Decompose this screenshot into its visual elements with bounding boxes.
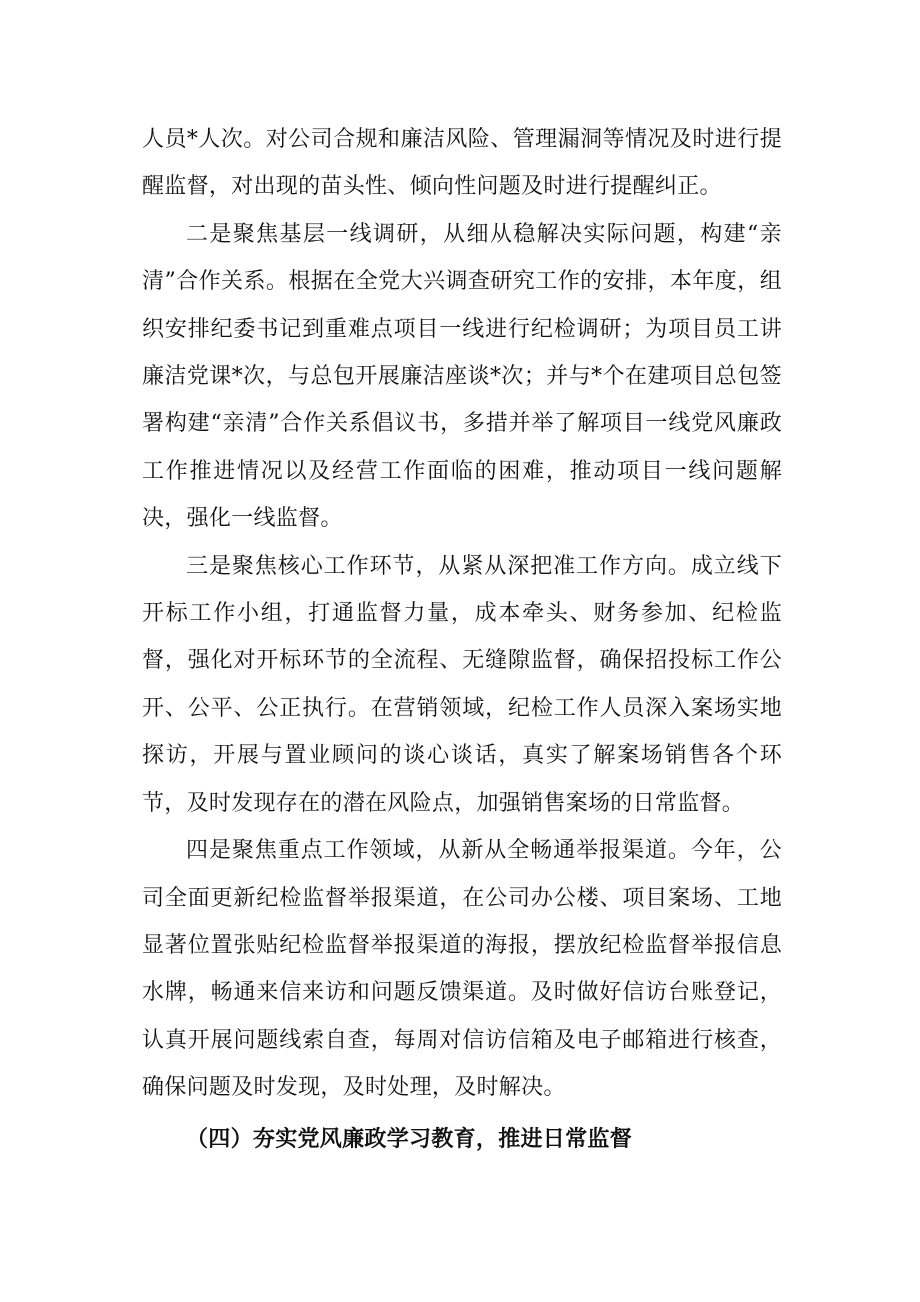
document-body — [142, 116, 782, 1163]
paragraph-4: 四是聚焦重点工作领域，从新从全畅通举报渠道。今年，公司全面更新纪检监督举报渠道，在公司办公楼、项目案场、工地显著位置张贴纪检监督举报渠道的海报，摆放纪检监督举报信息水牌，畅通来信来访和问题反馈渠道。及时做好信访台账登记，认真开展问题线索自查，每周对信访信箱及电子邮箱进行核查，确保问题及时发现，及时处理，及时解决。 — [142, 838, 782, 1101]
paragraph-3: 三是聚焦核心工作环节，从紧从深把准工作方向。成立线下开标工作小组，打通监督力量，成本牵头、财务参加、纪检监督，强化对开标环节的全流程、无缝隙监督，确保招投标工作公开、公平、公正执行。在营销领域，纪检工作人员深入案场实地探访，开展与置业顾问的谈心谈话，真实了解案场销售各个环节，及时发现存在的潜在风险点，加强销售案场的日常监督。 — [142, 553, 782, 816]
section-heading: （四）夯实党风廉政学习教育，推进日常监督 — [186, 1126, 633, 1152]
paragraph-2: 二是聚焦基层一线调研，从细从稳解决实际问题，构建“亲清”合作关系。根据在全党大兴调查研究工作的安排，本年度，组织安排纪委书记到重难点项目一线进行纪检调研；为项目员工讲廉洁党课*次，与总包开展廉洁座谈*次；并与*个在建项目总包签署构建“亲清”合作关系倡议书，多措并举了解项目一线党风廉政工作推进情况以及经营工作面临的困难，推动项目一线问题解决，强化一线监督。 — [142, 221, 782, 532]
paragraph-1: 人员*人次。对公司合规和廉洁风险、管理漏洞等情况及时进行提醒监督，对出现的苗头性、倾向性问题及时进行提醒纠正。 — [142, 127, 782, 200]
